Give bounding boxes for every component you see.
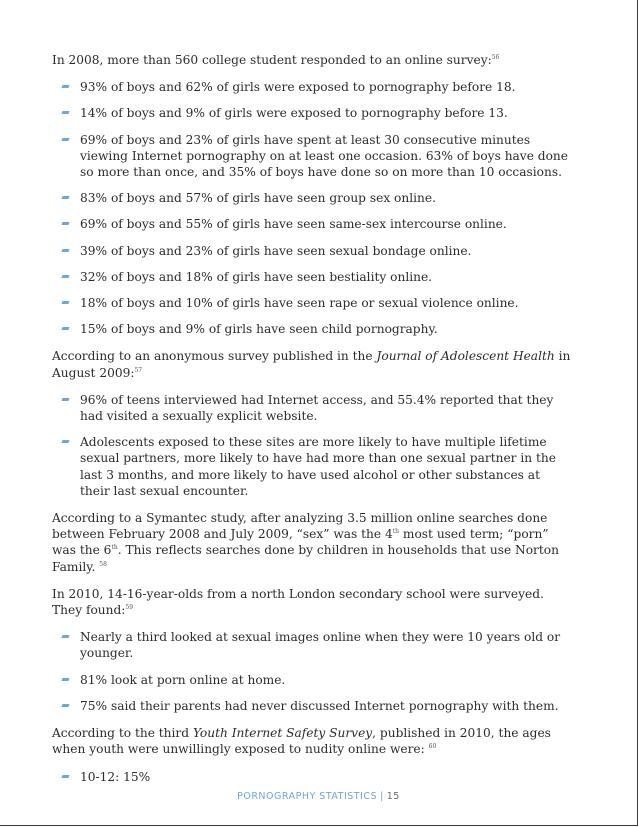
list-item-text: Nearly a third looked at sexual images online when they were 10 years old or younger. xyxy=(80,630,561,661)
list-item xyxy=(52,321,572,337)
bullet-icon xyxy=(61,111,69,114)
list-item-text: 75% said their parents had never discussed Internet pornography with them. xyxy=(80,698,559,713)
bullet-list-college-survey xyxy=(52,79,572,337)
paragraph-text: most used term; “porn” was the 6 xyxy=(52,527,549,558)
ordinal-suffix: th xyxy=(111,544,118,552)
paragraph-college-survey xyxy=(52,52,572,68)
bullet-icon xyxy=(61,440,69,443)
list-item-text: 18% of boys and 10% of girls have seen rape or sexual violence online. xyxy=(80,296,519,311)
bullet-list-journal-survey xyxy=(52,392,572,499)
bullet-list-london-survey xyxy=(52,629,572,714)
page-body xyxy=(52,52,572,796)
bullet-icon xyxy=(61,775,69,778)
bullet-icon xyxy=(61,222,69,225)
list-item xyxy=(52,79,572,95)
paragraph-safety-survey xyxy=(52,725,572,757)
list-item xyxy=(52,190,572,206)
paragraph-journal-survey xyxy=(52,348,572,380)
list-item-text: 15% of boys and 9% of girls have seen child pornography. xyxy=(80,322,438,337)
list-item xyxy=(52,295,572,311)
bullet-icon xyxy=(61,196,69,199)
list-item-text: 69% of boys and 23% of girls have spent at least 30 consecutive minutes viewing Internet pornography on at least one occasion. 63% of boys have done so more than once, and 35% of boys have done so on more than 10 occasions. xyxy=(80,132,568,180)
list-item-text: 32% of boys and 18% of girls have seen bestiality online. xyxy=(80,269,433,284)
paragraph-text: In 2008, more than 560 college student responded to an online survey: xyxy=(52,53,492,67)
survey-title: Youth Internet Safety Survey xyxy=(192,726,373,741)
bullet-icon xyxy=(61,635,69,638)
bullet-icon xyxy=(61,275,69,278)
list-item xyxy=(52,434,572,499)
list-item-text: 10-12: 15% xyxy=(80,769,151,784)
list-item xyxy=(52,769,572,785)
list-item xyxy=(52,105,572,121)
footer-separator: | xyxy=(380,791,384,802)
footnote-ref: 58 xyxy=(99,560,107,568)
list-item-text: Adolescents exposed to these sites are more likely to have multiple lifetime sexual partners, more likely to have had more than one sexual partner in the last 3 months, and more likely to have used alcohol or other substances at their last sexual encounter. xyxy=(80,435,556,498)
paragraph-text: , published in 2010, the ages when youth were unwillingly exposed to nudity online were: xyxy=(52,726,551,757)
bullet-icon xyxy=(61,138,69,141)
list-item xyxy=(52,629,572,661)
list-item xyxy=(52,243,572,259)
list-item xyxy=(52,698,572,714)
bullet-icon xyxy=(61,301,69,304)
bullet-icon xyxy=(61,678,69,681)
paragraph-text: . This reflects searches done by children in households that use Norton Family. xyxy=(52,543,559,574)
footer-label: PORNOGRAPHY STATISTICS xyxy=(237,791,378,802)
list-item xyxy=(52,132,572,181)
bullet-icon xyxy=(61,704,69,707)
paragraph-text: According to an anonymous survey published in the xyxy=(52,349,377,364)
bullet-icon xyxy=(61,327,69,330)
list-item xyxy=(52,672,572,688)
list-item-text: 81% look at porn online at home. xyxy=(80,672,286,687)
footnote-ref: 56 xyxy=(491,53,500,61)
journal-title: Journal of Adolescent Health xyxy=(376,349,555,364)
list-item xyxy=(52,269,572,285)
list-item-text: 69% of boys and 55% of girls have seen same-sex intercourse online. xyxy=(80,217,507,232)
paragraph-text: According to a Symantec study, after analyzing 3.5 million online searches done between February 2008 and July 2009, “sex” was the 4 xyxy=(52,511,548,542)
page-footer xyxy=(0,791,637,802)
list-item-text: 39% of boys and 23% of girls have seen sexual bondage online. xyxy=(80,243,472,258)
bullet-list-safety-survey xyxy=(52,769,572,785)
page-number: 15 xyxy=(386,791,400,802)
list-item-text: 14% of boys and 9% of girls were exposed to pornography before 13. xyxy=(80,106,508,121)
list-item-text: 83% of boys and 57% of girls have seen group sex online. xyxy=(80,191,436,206)
paragraph-london-survey xyxy=(52,586,572,618)
paragraph-text: in August 2009: xyxy=(52,349,571,380)
footnote-ref: 57 xyxy=(134,366,143,374)
paragraph-text: In 2010, 14-16-year-olds from a north London secondary school were surveyed. They found: xyxy=(52,586,544,618)
list-item xyxy=(52,216,572,232)
footnote-ref: 59 xyxy=(125,604,134,612)
list-item-text: 96% of teens interviewed had Internet access, and 55.4% reported that they had visited a sexually explicit website. xyxy=(80,392,554,424)
list-item xyxy=(52,392,572,424)
footnote-ref: 60 xyxy=(428,743,437,751)
paragraph-symantec-study xyxy=(52,510,572,575)
list-item-text: 93% of boys and 62% of girls were exposed to pornography before 18. xyxy=(80,80,516,95)
paragraph-text: According to the third xyxy=(52,726,193,741)
ordinal-suffix: th xyxy=(392,528,400,536)
bullet-icon xyxy=(61,85,69,88)
bullet-icon xyxy=(61,398,69,401)
bullet-icon xyxy=(61,249,69,252)
